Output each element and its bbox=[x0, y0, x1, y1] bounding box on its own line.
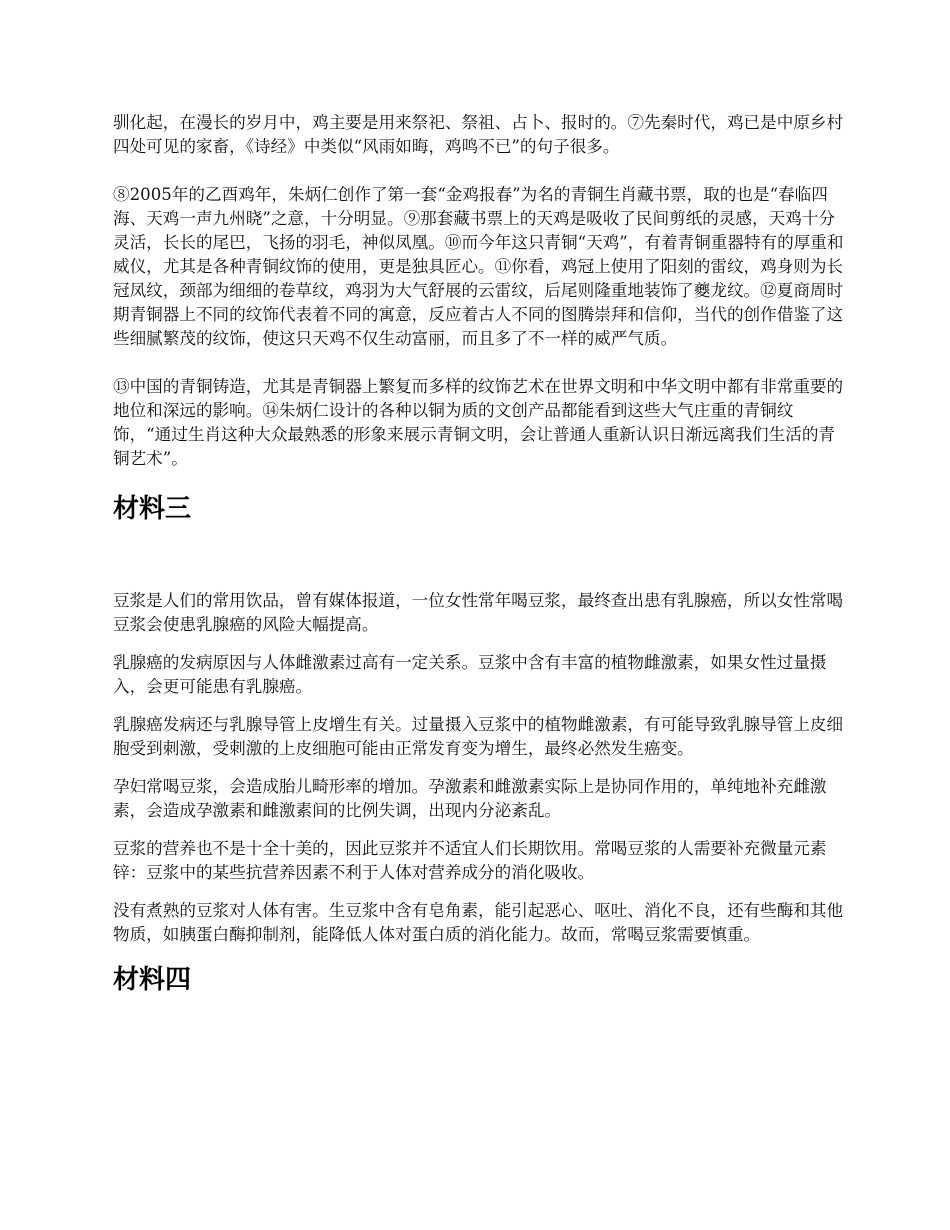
paragraph-raw-soymilk: 没有煮熟的豆浆对人体有害。生豆浆中含有皂角素，能引起恶心、呕吐、消化不良，还有些酶和其他物质，如胰蛋白酶抑制剂，能降低人体对蛋白质的消化能力。故而，常喝豆浆需要慎重。 bbox=[113, 901, 844, 944]
paragraph-chicken-history: 驯化起，在漫长的岁月中，鸡主要是用来祭祀、祭祖、占卜、报时的。⑦先秦时代，鸡已是中原乡村四处可见的家畜，《诗经》中类似“风雨如晦，鸡鸣不已”的句子很多。 bbox=[113, 113, 844, 156]
paragraph-pregnancy-risk: 孕妇常喝豆浆，会造成胎儿畸形率的增加。孕激素和雌激素实际上是协同作用的，单纯地补充雌激素，会造成孕激素和雌激素间的比例失调，出现内分泌紊乱。 bbox=[113, 777, 827, 820]
paragraph-soymilk-claim: 豆浆是人们的常用饮品，曾有媒体报道，一位女性常年喝豆浆，最终查出患有乳腺癌，所以女性常喝豆浆会使患乳腺癌的风险大幅提高。 bbox=[113, 591, 844, 634]
document-page bbox=[113, 111, 845, 997]
paragraph-bookplate-design: ⑧2005年的乙酉鸡年，朱炳仁创作了第一套“金鸡报春”为名的青铜生肖藏书票，取的也是“春临四海、天鸡一声九州晓”之意，十分明显。⑨那套藏书票上的天鸡是吸收了民间剪纸的灵感，天鸡十分灵活，长长的尾巴，飞扬的羽毛，神似凤凰。⑩而今年这只青铜“天鸡”，有着青铜重器特有的厚重和威仪，尤其是各种青铜纹饰的使用，更是独具匠心。⑪你看，鸡冠上使用了阳刻的雷纹，鸡身则为长冠凤纹，颈部为细细的卷草纹，鸡羽为大气舒展的云雷纹，后尾则隆重地装饰了夔龙纹。⑫夏商周时期青铜器上不同的纹饰代表着不同的寓意，反应着古人不同的图腾崇拜和信仰，当代的创作借鉴了这些细腻繁茂的纹饰，使这只天鸡不仅生动富丽，而且多了不一样的威严气质。 bbox=[113, 185, 844, 348]
section-heading-material-three: 材料三 bbox=[113, 494, 192, 524]
paragraph-estrogen-cause: 乳腺癌的发病原因与人体雌激素过高有一定关系。豆浆中含有丰富的植物雌激素，如果女性过量摄入，会更可能患有乳腺癌。 bbox=[113, 653, 827, 696]
section-heading-material-four: 材料四 bbox=[113, 965, 192, 995]
paragraph-nutrition-limits: 豆浆的营养也不是十全十美的，因此豆浆并不适宜人们长期饮用。常喝豆浆的人需要补充微量元素锌：豆浆中的某些抗营养因素不利于人体对营养成分的消化吸收。 bbox=[113, 839, 827, 882]
paragraph-duct-hyperplasia: 乳腺癌发病还与乳腺导管上皮增生有关。过量摄入豆浆中的植物雌激素，有可能导致乳腺导管上皮细胞受到刺激，受刺激的上皮细胞可能由正常发育变为增生，最终必然发生癌变。 bbox=[113, 715, 844, 758]
paragraph-bronze-culture: ⑬中国的青铜铸造，尤其是青铜器上繁复而多样的纹饰艺术在世界文明和中华文明中都有非常重要的地位和深远的影响。⑭朱炳仁设计的各种以铜为质的文创产品都能看到这些大气庄重的青铜纹饰，“通过生肖这种大众最熟悉的形象来展示青铜文明，会让普通人重新认识日渐远离我们生活的青铜艺术”。 bbox=[113, 377, 844, 468]
